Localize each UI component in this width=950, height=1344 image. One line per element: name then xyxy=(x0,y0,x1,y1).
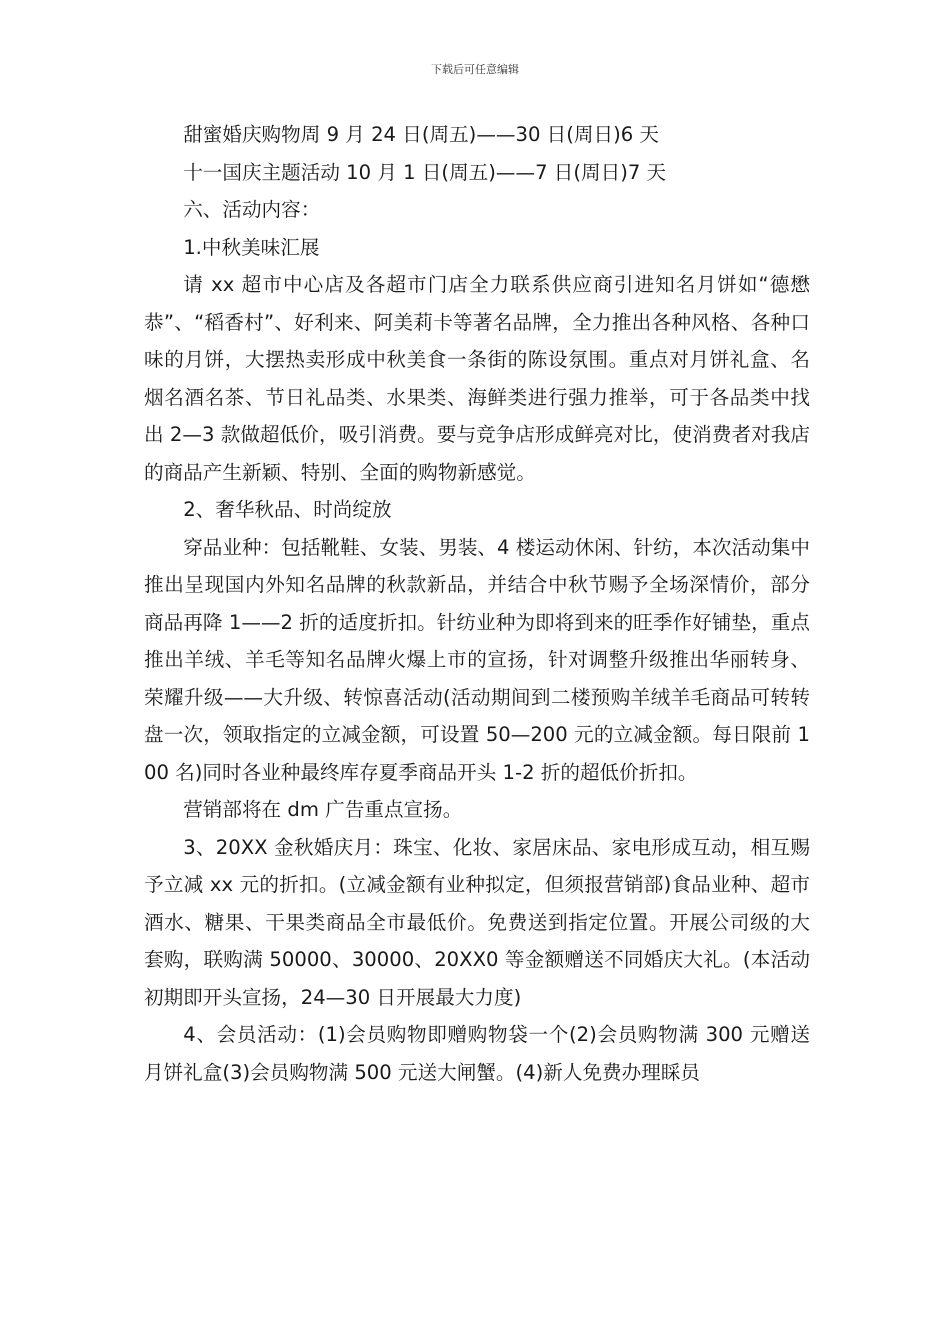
paragraph-marketing-dm: 营销部将在 dm 广告重点宣扬。 xyxy=(183,798,463,821)
document-body xyxy=(144,116,810,1091)
schedule-line-wedding-week: 甜蜜婚庆购物周 9 月 24 日(周五)——30 日(周日)6 天 xyxy=(183,123,660,146)
page-header: 下载后可任意编辑 xyxy=(431,63,519,76)
schedule-line-national-day: 十一国庆主题活动 10 月 1 日(周五)——7 日(周日)7 天 xyxy=(183,160,667,184)
section-heading-activity-content: 六、活动内容： xyxy=(183,198,321,221)
paragraph-member-activity: 4、会员活动：(1)会员购物即赠购物袋一个(2)会员购物满 300 元赠送月饼礼盒(3)会员购物满 500 元送大闸蟹。(4)新人免费办理睬员 xyxy=(144,1023,810,1084)
subheading-mid-autumn-food: 1.中秋美味汇展 xyxy=(183,235,320,259)
subheading-autumn-fashion: 2、奢华秋品、时尚绽放 xyxy=(183,498,392,521)
paragraph-apparel-promotion: 穿品业种：包括靴鞋、女装、男装、4 楼运动休闲、针纺，本次活动集中推出呈现国内外知名品牌的秋款新品，并结合中秋节赐予全场深情价，部分商品再降 1——2 折的适度折扣。针纺业种为即将到来的旺季作好铺垫，重点推出羊绒、羊毛等知名品牌火爆上市的宣扬，针对调整升级推出华丽转身、荣耀升级——大升级、转惊喜活动(活动期间到二楼预购羊绒羊毛商品可转转盘一次，领取指定的立减金额，可设置 50—200 元的立减金额。每日限前 100 名)同时各业种最终库存夏季商品开头 1-2 折的超低价折扣。 xyxy=(144,535,810,784)
paragraph-wedding-month: 3、20XX 金秋婚庆月：珠宝、化妆、家居床品、家电形成互动，相互赐予立减 xx 元的折扣。(立减金额有业种拟定，但须报营销部)食品业种、超市酒水、糖果、干果类商品全市最低价。免费送到指定位置。开展公司级的大套购，联购满 50000、30000、20XX0 等金额赠送不同婚庆大礼。(本活动初期即开头宣扬，24—30 日开展最大力度) xyxy=(144,835,810,1009)
paragraph-mooncake-promotion: 请 xx 超市中心店及各超市门店全力联系供应商引进知名月饼如“德懋恭”、“稻香村”、好利来、阿美莉卡等著名品牌，全力推出各种风格、各种口味的月饼，大摆热卖形成中秋美食一条街的陈设氛围。重点对月饼礼盒、名烟名酒名茶、节日礼品类、水果类、海鲜类进行强力推举，可于各品类中找出 2—3 款做超低价，吸引消费。要与竞争店形成鲜亮对比，使消费者对我店的商品产生新颖、特别、全面的购物新感觉。 xyxy=(144,273,810,484)
